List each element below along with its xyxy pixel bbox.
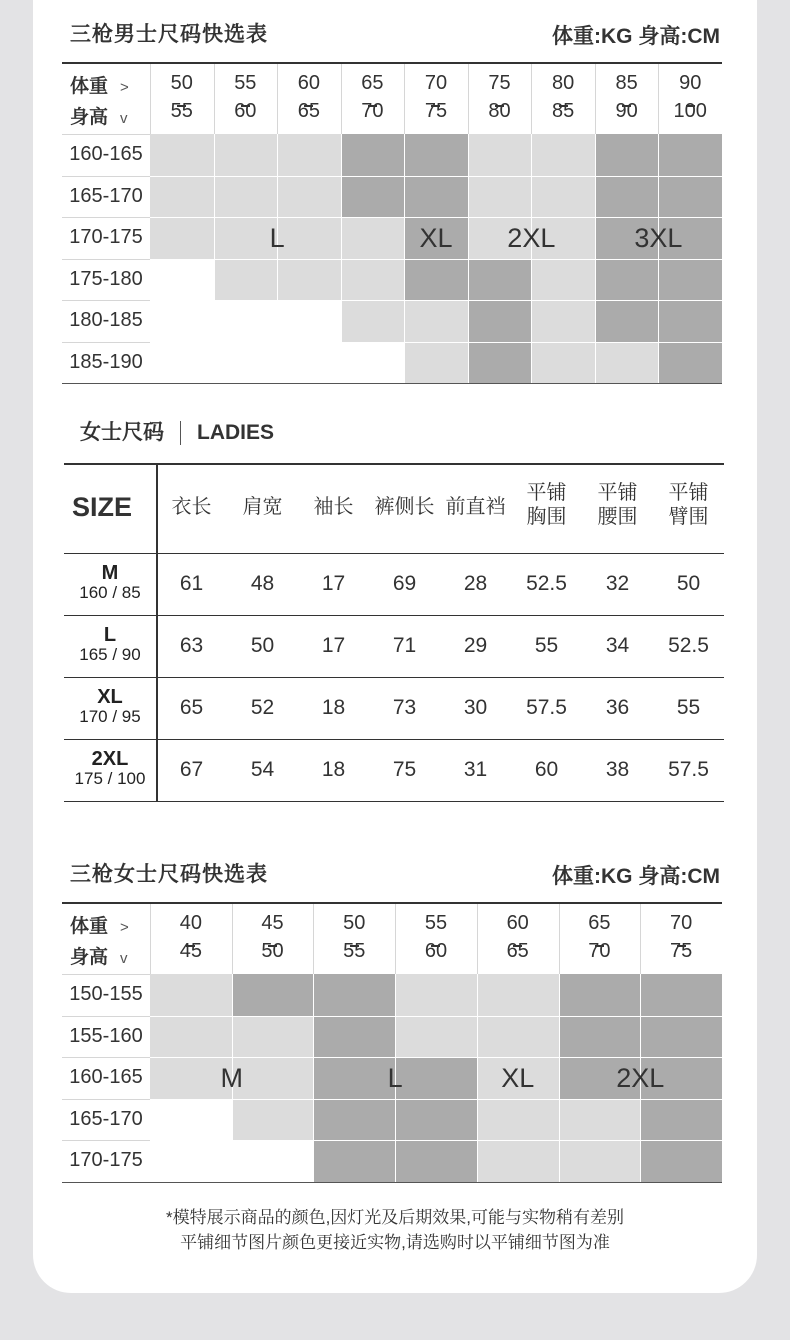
size-cell: [395, 1140, 477, 1182]
header-divider: [232, 904, 233, 974]
weight-range-header: [313, 912, 395, 962]
size-cell: [559, 1016, 641, 1058]
row-divider: [62, 1057, 150, 1058]
size-cell: [150, 1140, 232, 1182]
weight-range-max: 100: [673, 100, 707, 122]
men-chart-title: 三枪男士尺码快选表: [70, 23, 268, 46]
size-name: L: [103, 624, 117, 646]
header-divider: [477, 904, 478, 974]
size-cell: [232, 1099, 314, 1141]
height-range-label: 165-170: [69, 1107, 143, 1130]
size-cell: [477, 974, 559, 1016]
height-range-label: 180-185: [69, 309, 143, 331]
height-range-label: 155-160: [69, 1024, 143, 1047]
measurement-value: 67: [179, 758, 204, 781]
size-zone-label: XL: [419, 222, 453, 253]
row-divider: [62, 300, 150, 301]
measurement-value: 34: [605, 634, 630, 657]
size-cell: [313, 1099, 395, 1141]
row-rule: [64, 677, 724, 678]
grid-bottom-rule: [62, 383, 722, 384]
measurement-value: 63: [179, 634, 204, 657]
size-cell: [595, 176, 659, 218]
size-cell: [531, 176, 595, 218]
cell-row-divider: [150, 1016, 722, 1017]
size-cell: [395, 1016, 477, 1058]
height-arrow-icon: v: [120, 950, 128, 967]
weight-range-header: [468, 72, 532, 122]
weight-range-min: 80: [551, 72, 575, 94]
row-rule: [64, 739, 724, 740]
size-cell: [595, 134, 659, 176]
cell-row-divider: [150, 1099, 722, 1100]
size-cell: [559, 1140, 641, 1182]
header-divider: [468, 64, 469, 134]
weight-range-max: 75: [670, 940, 693, 962]
size-name: XL: [97, 686, 123, 708]
weight-range-header: [150, 72, 214, 122]
weight-range-max: 60: [424, 940, 448, 962]
measurement-value: 52.5: [668, 634, 709, 657]
row-divider: [62, 342, 150, 343]
measurement-header-line: 平铺: [526, 482, 567, 504]
weight-range-min: 70: [424, 72, 448, 94]
ladies-table-title: [80, 416, 274, 446]
measurement-header: 肩宽: [242, 496, 283, 518]
weight-text: 体重: [70, 76, 109, 97]
ladies-title-en: LADIES: [197, 421, 275, 444]
row-divider: [62, 1140, 150, 1141]
weight-axis-label: [70, 72, 129, 103]
size-cell: [658, 134, 722, 176]
men-units-label: 体重:KG 身高:CM: [552, 25, 720, 48]
disclaimer-note: [0, 1205, 790, 1255]
header-divider: [395, 904, 396, 974]
weight-range-header: [341, 72, 405, 122]
size-cell: [150, 134, 214, 176]
size-cell: [640, 974, 722, 1016]
row-divider: [62, 1016, 150, 1017]
measurement-value: 54: [250, 758, 275, 781]
weight-range-header: [150, 912, 232, 962]
size-cell: [214, 342, 278, 384]
size-cell: [404, 300, 468, 342]
measurement-header-line: 臂围: [668, 506, 709, 528]
row-divider: [62, 259, 150, 260]
measurement-value: 50: [676, 572, 701, 595]
size-cell: [404, 134, 468, 176]
measurement-header: [511, 481, 582, 529]
weight-range-header: [477, 912, 559, 962]
weight-arrow-icon: >: [120, 919, 129, 936]
size-cell: [313, 1140, 395, 1182]
size-zone-label: L: [387, 1062, 403, 1093]
measurement-value: 17: [321, 634, 346, 657]
header-divider: [595, 64, 596, 134]
size-body-range: 160 / 85: [79, 583, 141, 602]
measurement-value: 32: [605, 572, 630, 595]
grid-top-rule: [62, 902, 722, 904]
size-name: M: [101, 562, 119, 584]
size-row-label: [64, 687, 156, 727]
weight-range-min: 50: [343, 912, 366, 934]
size-cell: [658, 342, 722, 384]
weight-range-header: [404, 72, 468, 122]
cell-row-divider: [150, 217, 722, 218]
weight-range-min: 40: [179, 912, 202, 934]
height-range-label: 175-180: [69, 267, 143, 290]
size-zone-label: 2XL: [507, 222, 556, 253]
weight-range-min: 90: [679, 72, 702, 94]
measurement-header: [653, 481, 724, 529]
size-cell: [595, 259, 659, 301]
size-cell: [468, 176, 532, 218]
grid-bottom-rule: [62, 1182, 722, 1183]
size-cell: [468, 342, 532, 384]
weight-range-max: 85: [551, 100, 575, 122]
size-cell: [477, 1099, 559, 1141]
header-divider: [214, 64, 215, 134]
men-size-grid: [62, 62, 722, 384]
weight-range-max: 50: [261, 940, 284, 962]
height-range-label: 170-175: [69, 1149, 143, 1171]
size-cell: [150, 217, 214, 259]
weight-range-max: 75: [424, 100, 448, 122]
header-divider: [640, 904, 641, 974]
measurement-value: 36: [605, 696, 630, 719]
measurement-header-line: 腰围: [597, 506, 638, 528]
header-divider: [559, 904, 560, 974]
cell-divider: [313, 974, 314, 1182]
corner-label: [70, 912, 129, 974]
weight-range-min: 60: [297, 72, 320, 94]
row-rule: [64, 801, 724, 802]
measurement-value: 48: [250, 572, 275, 595]
measurement-value: 52: [250, 696, 275, 719]
size-cell: [658, 259, 722, 301]
size-cell: [214, 300, 278, 342]
size-cell: [277, 259, 341, 301]
size-cell: [150, 176, 214, 218]
size-cell: [150, 342, 214, 384]
row-rule: [64, 615, 724, 616]
measurement-header: 袖长: [313, 496, 354, 518]
height-arrow-icon: v: [120, 110, 128, 127]
size-body-range: 170 / 95: [79, 707, 141, 726]
size-cell: [341, 176, 405, 218]
size-cell: [341, 259, 405, 301]
size-zone-label: XL: [501, 1062, 535, 1093]
measurement-value: 55: [676, 696, 701, 719]
ladies-title-cn: 女士尺码: [80, 421, 164, 444]
measurement-value: 17: [321, 572, 346, 595]
header-divider: [277, 64, 278, 134]
height-range-label: 150-155: [69, 983, 143, 1005]
weight-range-min: 65: [588, 912, 611, 934]
weight-range-header: [595, 72, 659, 122]
size-cell: [640, 1016, 722, 1058]
size-cell: [277, 300, 341, 342]
header-divider: [404, 64, 405, 134]
weight-range-min: 75: [488, 72, 511, 94]
weight-range-max: 70: [361, 100, 384, 122]
size-cell: [214, 176, 278, 218]
height-range-label: 160-165: [69, 143, 143, 165]
size-row-label: [64, 563, 156, 603]
weight-range-max: 55: [343, 940, 366, 962]
measurement-header: 前直裆: [445, 496, 506, 518]
size-cell: [277, 342, 341, 384]
measurement-value: 69: [392, 572, 417, 595]
measurement-value: 57.5: [668, 758, 709, 781]
size-cell: [404, 259, 468, 301]
measurement-header: 衣长: [171, 496, 212, 518]
size-zone-label: M: [220, 1062, 243, 1093]
women-units-label: 体重:KG 身高:CM: [552, 865, 720, 888]
weight-text: 体重: [70, 916, 109, 937]
weight-range-header: [232, 912, 314, 962]
size-cell: [468, 134, 532, 176]
women-size-grid: [62, 902, 722, 1184]
size-cell: [531, 134, 595, 176]
size-cell: [214, 259, 278, 301]
weight-range-min: 50: [170, 72, 193, 94]
size-zone-label: 3XL: [634, 222, 683, 253]
weight-range-max: 65: [297, 100, 320, 122]
measurement-value: 52.5: [526, 572, 567, 595]
row-divider: [62, 134, 150, 135]
size-cell: [150, 1099, 232, 1141]
size-cell: [640, 1140, 722, 1182]
size-row-label: [64, 625, 156, 665]
height-text: 身高: [70, 947, 109, 968]
size-cell: [232, 1140, 314, 1182]
size-cell: [313, 1016, 395, 1058]
size-cell: [658, 300, 722, 342]
row-divider: [62, 1099, 150, 1100]
size-cell: [404, 176, 468, 218]
size-cell: [595, 300, 659, 342]
size-cell: [595, 342, 659, 384]
height-range-label: 170-175: [69, 226, 143, 248]
header-divider: [313, 904, 314, 974]
cell-row-divider: [150, 259, 722, 260]
cell-row-divider: [150, 1057, 722, 1058]
measurement-header-line: 平铺: [597, 482, 638, 504]
cell-row-divider: [150, 1140, 722, 1141]
weight-range-min: 70: [670, 912, 693, 934]
size-cell: [214, 134, 278, 176]
size-cell: [468, 300, 532, 342]
size-cell: [477, 1140, 559, 1182]
weight-range-max: 55: [170, 100, 193, 122]
note-line-1: *模特展示商品的颜色,因灯光及后期效果,可能与实物稍有差别: [165, 1208, 625, 1227]
weight-range-min: 85: [615, 72, 638, 94]
grid-top-rule: [62, 62, 722, 64]
size-row-label: [64, 749, 156, 789]
measurement-value: 30: [463, 696, 488, 719]
row-divider: [62, 974, 150, 975]
size-cell: [395, 974, 477, 1016]
weight-range-min: 65: [361, 72, 384, 94]
women-chart-title: 三枪女士尺码快选表: [70, 863, 268, 886]
height-text: 身高: [70, 107, 109, 128]
weight-range-min: 55: [424, 912, 448, 934]
size-cell: [150, 259, 214, 301]
cell-row-divider: [150, 300, 722, 301]
note-line-2: 平铺细节图片颜色更接近实物,请选购时以平铺细节图为准: [180, 1233, 610, 1252]
measurement-value: 60: [534, 758, 559, 781]
size-cell: [531, 342, 595, 384]
size-zone-label: L: [269, 222, 285, 253]
measurement-value: 18: [321, 758, 346, 781]
weight-range-header: [640, 912, 722, 962]
weight-range-header: [658, 72, 722, 122]
size-cell: [395, 1099, 477, 1141]
size-cell: [559, 974, 641, 1016]
height-axis-label: [70, 943, 129, 974]
measurement-value: 55: [534, 634, 559, 657]
header-divider: [341, 64, 342, 134]
weight-range-header: [395, 912, 477, 962]
row-divider: [62, 176, 150, 177]
size-body-range: 175 / 100: [74, 769, 146, 788]
header-bottom-rule: [64, 553, 724, 554]
size-cell: [150, 1016, 232, 1058]
measurement-header-line: 平铺: [668, 482, 709, 504]
size-cell: [277, 176, 341, 218]
height-range-label: 160-165: [69, 1066, 143, 1088]
weight-range-header: [214, 72, 278, 122]
measurement-value: 38: [605, 758, 630, 781]
cell-row-divider: [150, 342, 722, 343]
size-cell: [640, 1099, 722, 1141]
weight-range-header: [277, 72, 341, 122]
size-cell: [150, 300, 214, 342]
measurement-value: 75: [392, 758, 417, 781]
measurement-header-line: 胸围: [526, 506, 567, 528]
measurement-value: 65: [179, 696, 204, 719]
size-cell: [313, 974, 395, 1016]
weight-arrow-icon: >: [120, 79, 129, 96]
cell-row-divider: [150, 176, 722, 177]
size-cell: [341, 300, 405, 342]
ladies-size-table: [64, 463, 724, 803]
height-range-label: 165-170: [69, 184, 143, 207]
size-cell: [477, 1016, 559, 1058]
measurement-value: 31: [463, 758, 488, 781]
size-cell: [559, 1099, 641, 1141]
measurement-value: 61: [179, 572, 204, 595]
size-cell: [232, 974, 314, 1016]
size-cell: [341, 134, 405, 176]
weight-range-header: [559, 912, 641, 962]
height-axis-label: [70, 103, 129, 134]
measurement-header: 裤侧长: [374, 496, 435, 518]
header-divider: [531, 64, 532, 134]
weight-range-header: [531, 72, 595, 122]
size-cell: [277, 134, 341, 176]
measurement-value: 29: [463, 634, 488, 657]
weight-range-max: 70: [588, 940, 611, 962]
measurement-value: 18: [321, 696, 346, 719]
weight-axis-label: [70, 912, 129, 943]
size-body-range: 165 / 90: [79, 645, 141, 664]
size-cell: [531, 300, 595, 342]
weight-range-min: 45: [261, 912, 284, 934]
size-cell: [531, 259, 595, 301]
weight-range-max: 90: [615, 100, 638, 122]
measurement-value: 73: [392, 696, 417, 719]
title-separator: [180, 421, 181, 445]
size-zone-label: 2XL: [616, 1062, 665, 1093]
size-cell: [658, 176, 722, 218]
measurement-value: 57.5: [526, 696, 567, 719]
size-cell: [468, 259, 532, 301]
weight-range-min: 60: [506, 912, 529, 934]
size-name: 2XL: [91, 748, 129, 770]
row-divider: [62, 217, 150, 218]
size-cell: [341, 342, 405, 384]
table-top-rule: [64, 463, 724, 465]
height-range-label: 185-190: [69, 350, 143, 373]
corner-label: [70, 72, 129, 134]
size-column-header: SIZE: [72, 492, 133, 522]
weight-range-max: 45: [179, 940, 202, 962]
measurement-value: 50: [250, 634, 275, 657]
weight-range-max: 80: [488, 100, 511, 122]
header-divider: [658, 64, 659, 134]
weight-range-max: 60: [234, 100, 257, 122]
measurement-value: 28: [463, 572, 488, 595]
size-cell: [150, 974, 232, 1016]
size-cell: [404, 342, 468, 384]
measurement-value: 71: [392, 634, 417, 657]
weight-range-max: 65: [506, 940, 529, 962]
measurement-header: [582, 481, 653, 529]
size-cell: [232, 1016, 314, 1058]
weight-range-min: 55: [234, 72, 257, 94]
